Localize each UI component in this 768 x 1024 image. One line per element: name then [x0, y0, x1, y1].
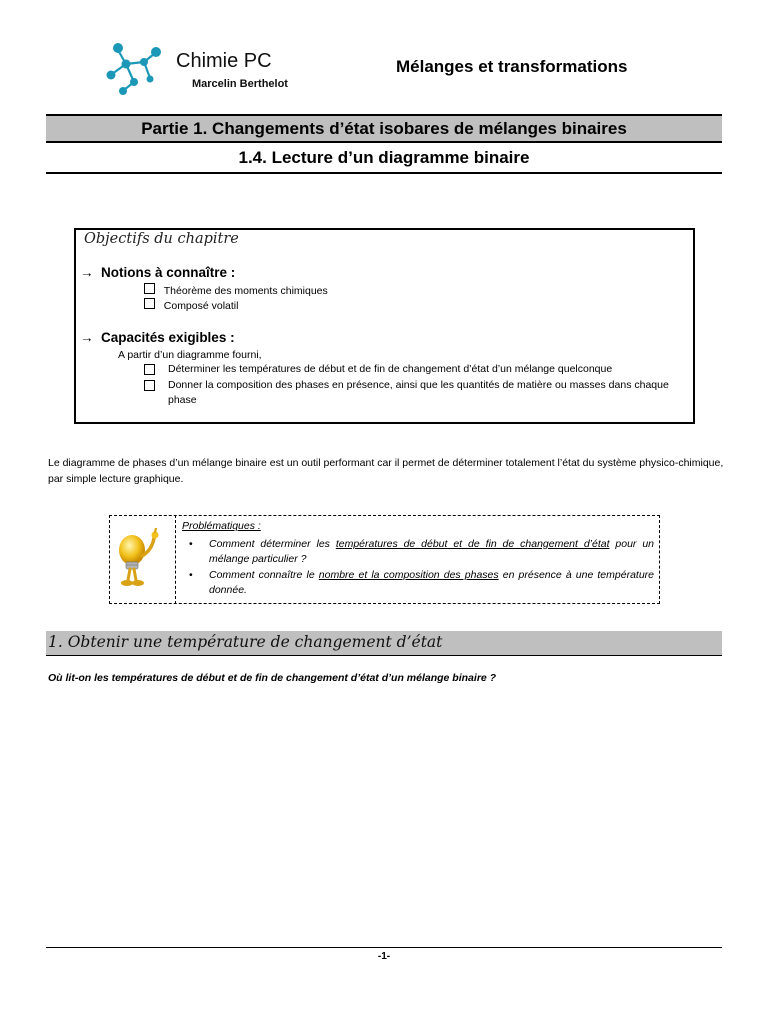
- lightbulb-icon: [112, 528, 170, 590]
- problematiques-divider: [175, 515, 176, 604]
- problematique-underlined: nombre et la composition des phases: [318, 569, 499, 581]
- problematiques-list: [184, 537, 654, 599]
- notions-heading: [80, 265, 235, 280]
- capacite-label: Déterminer les températures de début et de fin de changement d’état d’un mélange quelconque: [168, 363, 613, 375]
- part-title: Partie 1. Changements d’état isobares de mélanges binaires: [46, 114, 722, 143]
- problematique-underlined: températures de début et de fin de changement d’état: [335, 538, 610, 550]
- problematique-text: pour un mélange particulier ?: [209, 538, 655, 565]
- header-title: Mélanges et transformations: [396, 57, 628, 76]
- section1-title: 1. Obtenir une température de changement d’état: [48, 633, 443, 651]
- bullet-icon: •: [189, 538, 193, 550]
- brand-name: Chimie PC: [176, 50, 272, 72]
- notion-label: Composé volatil: [163, 300, 239, 312]
- author-name: Marcelin Berthelot: [192, 78, 288, 90]
- molecule-logo-icon: [104, 38, 166, 96]
- bullet-icon: •: [189, 569, 193, 581]
- checkbox[interactable]: [144, 364, 155, 375]
- checkbox[interactable]: [144, 380, 155, 391]
- intro-paragraph: Le diagramme de phases d’un mélange binaire est un outil performant car il permet de déterminer totalement l’état du système physico-chimique, par simple lecture graphique.: [48, 457, 724, 485]
- question-text: Où lit-on les températures de début et de fin de changement d’état d’un mélange binaire ?: [48, 672, 497, 684]
- notion-item: [144, 283, 328, 299]
- arrow-icon: →: [80, 265, 94, 280]
- capacite-item: [144, 378, 692, 408]
- checkbox[interactable]: [144, 283, 155, 294]
- capacites-heading: [80, 330, 235, 345]
- footer-rule: [46, 947, 722, 948]
- list-item: [184, 568, 654, 597]
- section-title: 1.4. Lecture d’un diagramme binaire: [46, 145, 722, 174]
- problematique-text: Comment déterminer les: [209, 538, 336, 550]
- problematiques-label: Problématiques :: [182, 520, 261, 532]
- notion-label: Théorème des moments chimiques: [163, 285, 328, 297]
- capacites-intro: A partir d’un diagramme fourni,: [118, 349, 262, 361]
- objectives-title: Objectifs du chapitre: [84, 231, 239, 247]
- page-number: -1-: [377, 951, 391, 962]
- checkbox[interactable]: [144, 298, 155, 309]
- capacite-item: [144, 362, 692, 377]
- capacites-heading-label: Capacités exigibles :: [101, 330, 235, 345]
- notion-item: [144, 298, 238, 314]
- arrow-icon: →: [80, 330, 94, 345]
- list-item: [184, 537, 654, 566]
- problematique-text: en présence à une température donnée.: [209, 569, 654, 596]
- notions-heading-label: Notions à connaître :: [101, 265, 236, 280]
- capacite-label: Donner la composition des phases en présence, ainsi que les quantités de matière ou masses dans chaque phase: [168, 379, 669, 406]
- problematique-text: Comment connaître le: [209, 569, 319, 581]
